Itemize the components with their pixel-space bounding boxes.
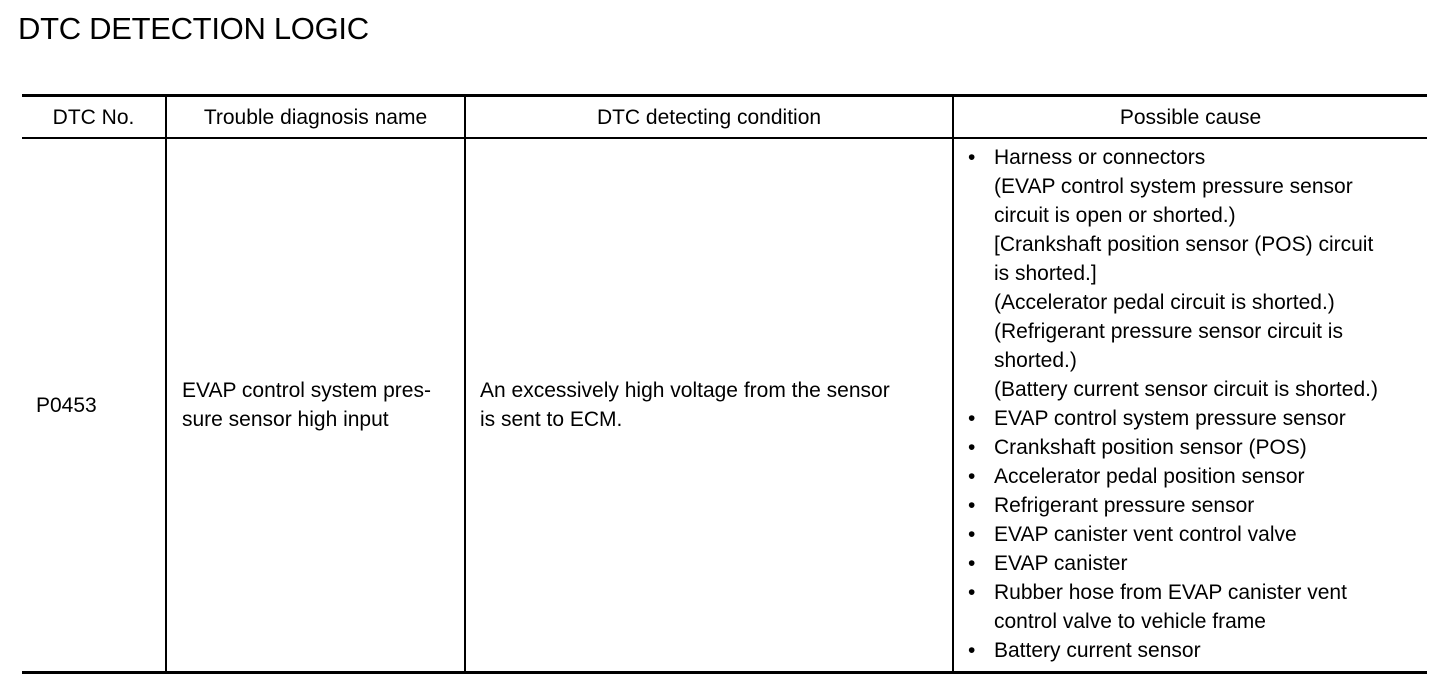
cause-list-item [968,520,1427,549]
cause-label: • Rubber hose from EVAP canister vent [994,581,1347,604]
condition-line: An excessively high voltage from the sensor [480,379,890,402]
page-title: DTC DETECTION LOGIC [18,11,369,46]
possible-cause-list [968,143,1427,665]
cause-list-item [968,404,1427,433]
header-dtc-no: DTC No. [52,105,135,129]
cause-list-item [968,462,1427,491]
cause-label: • Refrigerant pressure sensor [994,494,1255,517]
cause-detail: [Crankshaft position sensor (POS) circuit [994,233,1374,256]
table-row [22,138,1427,673]
cause-label: • Crankshaft position sensor (POS) [994,436,1307,459]
cause-label: • EVAP canister [994,552,1128,575]
cause-list-item [968,143,1427,404]
cause-label: • Battery current sensor [994,639,1201,662]
cause-detail: circuit is open or shorted.) [994,204,1236,227]
cause-detail: (Accelerator pedal circuit is shorted.) [994,291,1335,314]
cause-list-item [968,636,1427,665]
possible-cause-cell [953,138,1427,673]
header-possible-cause: Possible cause [953,96,1427,139]
cause-label: • Accelerator pedal position sensor [994,465,1305,488]
name-line: EVAP control system pres- [182,379,431,402]
detecting-condition-cell [465,138,953,673]
cause-list-item [968,549,1427,578]
cause-list-item [968,433,1427,462]
cause-label: • Harness or connectors [994,146,1206,169]
cause-label: • EVAP canister vent control valve [994,523,1297,546]
dtc-detection-logic-table [22,94,1427,674]
cause-detail: shorted.) [994,349,1077,372]
cause-list-item [968,578,1427,636]
table-header-row [22,96,1427,139]
name-line: sure sensor high input [182,408,389,431]
cause-list-item [968,491,1427,520]
cause-detail: (EVAP control system pressure sensor [994,175,1353,198]
header-dtc-detecting-condition: DTC detecting condition [465,96,953,139]
cause-detail: (Battery current sensor circuit is shorted.) [994,378,1378,401]
header-trouble-diagnosis-name: Trouble diagnosis name [166,96,465,139]
cause-detail: control valve to vehicle frame [994,610,1266,633]
cause-detail: (Refrigerant pressure sensor circuit is [994,320,1343,343]
cause-label: • EVAP control system pressure sensor [994,407,1346,430]
trouble-diagnosis-name-cell [166,138,465,673]
cause-detail: is shorted.] [994,262,1097,285]
condition-line: is sent to ECM. [480,408,623,431]
dtc-code-cell: P0453 [36,393,97,417]
